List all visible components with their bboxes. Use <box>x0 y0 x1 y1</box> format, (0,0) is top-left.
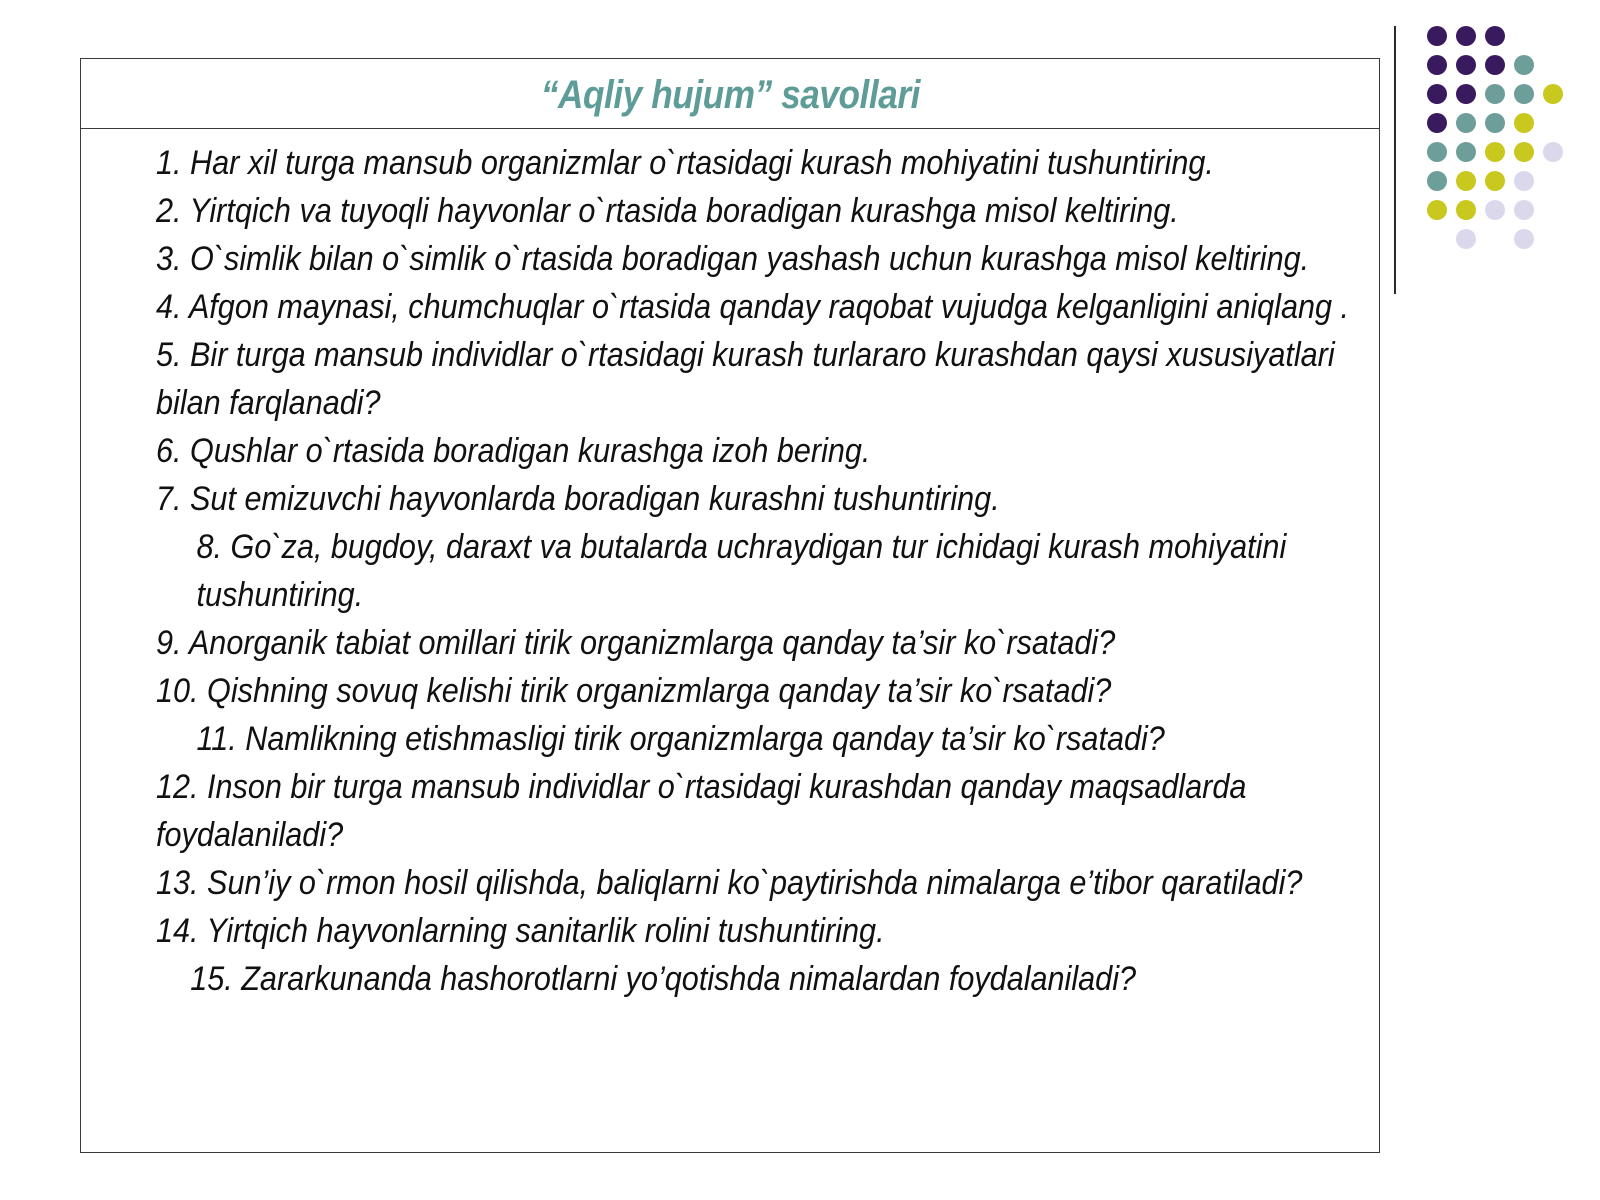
decorative-divider <box>1394 26 1396 294</box>
question-item: 15. Zararkunanda hashorotlarni yo’qotishda nimalardan foydalaniladi? <box>190 960 1137 998</box>
decorative-dot <box>1485 26 1505 46</box>
question-item: 10. Qishning sovuq kelishi tirik organizmlarga qanday ta’sir ko`rsatadi? <box>156 672 1112 710</box>
decorative-dot <box>1456 113 1476 133</box>
decorative-dot <box>1427 113 1447 133</box>
slide-frame <box>80 58 1380 1153</box>
decorative-dot <box>1456 229 1476 249</box>
question-item: 6. Qushlar o`rtasida boradigan kurashga izoh bering. <box>156 432 871 470</box>
question-item: 2. Yirtqich va tuyoqli hayvonlar o`rtasida boradigan kurashga misol keltiring. <box>156 192 1179 230</box>
decorative-dot <box>1456 26 1476 46</box>
decorative-dot <box>1427 200 1447 220</box>
decorative-dot <box>1514 200 1534 220</box>
decorative-dot <box>1485 171 1505 191</box>
decorative-dot <box>1485 84 1505 104</box>
decorative-dot <box>1543 142 1563 162</box>
decorative-dot <box>1456 142 1476 162</box>
decorative-dot <box>1427 26 1447 46</box>
question-item: 5. Bir turga mansub individlar o`rtasidagi kurash turlararo kurashdan qaysi xususiyatlari bilan farqlanadi? <box>156 336 1335 422</box>
decorative-dot <box>1514 229 1534 249</box>
question-item: 8. Go`za, bugdoy, daraxt va butalarda uchraydigan tur ichidagi kurash mohiyatini tushuntiring. <box>196 528 1287 614</box>
question-item: 13. Sun’iy o`rmon hosil qilishda, baliqlarni ko`paytirishda nimalarga e’tibor qaratiladi? <box>156 864 1303 902</box>
decorative-dot <box>1456 84 1476 104</box>
question-item: 3. O`simlik bilan o`simlik o`rtasida boradigan yashash uchun kurashga misol keltiring. <box>156 240 1310 278</box>
question-item: 9. Anorganik tabiat omillari tirik organizmlarga qanday ta’sir ko`rsatadi? <box>156 624 1116 662</box>
decorative-dot <box>1485 113 1505 133</box>
question-item: 12. Inson bir turga mansub individlar o`rtasidagi kurashdan qanday maqsadlarda foydalaniladi? <box>156 768 1247 854</box>
decorative-dot <box>1485 55 1505 75</box>
decorative-dot <box>1456 55 1476 75</box>
question-item: 4. Afgon maynasi, chumchuqlar o`rtasida qanday raqobat vujudga kelganligini aniqlang . <box>156 288 1350 326</box>
decorative-dot <box>1427 55 1447 75</box>
question-item: 1. Har xil turga mansub organizmlar o`rtasidagi kurash mohiyatini tushuntiring. <box>156 144 1214 182</box>
decorative-dot <box>1456 200 1476 220</box>
decorative-dot <box>1514 113 1534 133</box>
question-list <box>156 139 1371 1003</box>
slide-title: “Aqliy hujum” savollari <box>540 73 920 117</box>
question-item: 7. Sut emizuvchi hayvonlarda boradigan kurashni tushuntiring. <box>156 480 1000 518</box>
decorative-dot <box>1514 84 1534 104</box>
decorative-dot <box>1427 171 1447 191</box>
question-item: 11. Namlikning etishmasligi tirik organizmlarga qanday ta’sir ko`rsatadi? <box>196 720 1165 758</box>
decorative-dot <box>1427 84 1447 104</box>
decorative-dot <box>1543 84 1563 104</box>
decorative-dot <box>1427 142 1447 162</box>
decorative-dot <box>1456 171 1476 191</box>
decorative-dot <box>1514 171 1534 191</box>
decorative-dot <box>1485 142 1505 162</box>
decorative-dot <box>1514 55 1534 75</box>
decorative-dot <box>1485 200 1505 220</box>
decorative-dot <box>1514 142 1534 162</box>
title-bar <box>81 59 1379 129</box>
decorative-dot-grid <box>1427 26 1577 266</box>
question-item: 14. Yirtqich hayvonlarning sanitarlik rolini tushuntiring. <box>156 912 885 950</box>
